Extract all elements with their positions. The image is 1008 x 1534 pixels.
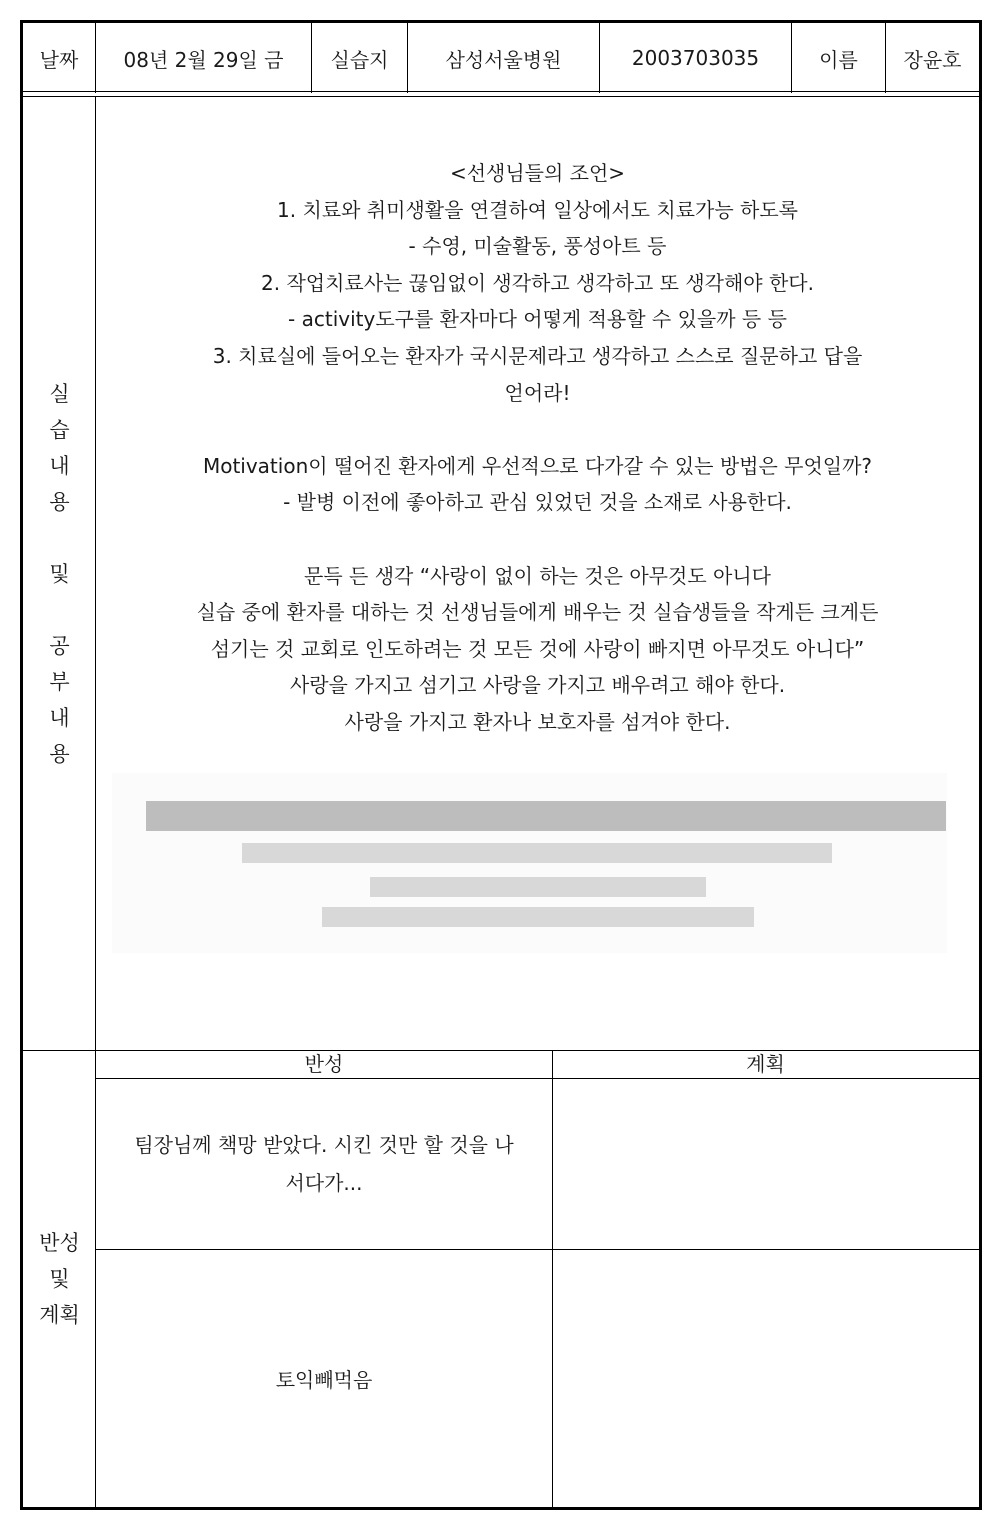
reflection-column-header: 반성 (304, 1052, 344, 1076)
redacted-line (322, 907, 754, 927)
side-gap (23, 520, 96, 556)
column-header-divider (96, 1078, 979, 1079)
notes-line: 얻어라! (504, 380, 571, 405)
practice-journal-form (20, 20, 982, 1510)
reflection-label (23, 1225, 96, 1333)
notes-line: 3. 치료실에 들어오는 환자가 국시문제라고 생각하고 스스로 질문하고 답을 (212, 343, 863, 368)
site-label: 실습지 (312, 23, 408, 93)
study-content-label (23, 376, 96, 772)
date-label: 날짜 (23, 23, 96, 93)
side-char: 용 (49, 742, 70, 766)
redacted-line (242, 843, 832, 863)
reflection-entry-2: 토익빼먹음 (275, 1368, 373, 1392)
name-value: 장윤호 (903, 47, 962, 72)
notes-line: - 발병 이전에 좋아하고 관심 있었던 것을 소재로 사용한다. (283, 490, 792, 515)
side-char: 부 (49, 670, 70, 694)
study-content-sidebar (23, 97, 96, 1050)
redacted-line (370, 877, 706, 897)
notes-line: Motivation이 떨어진 환자에게 우선적으로 다가갈 수 있는 방법은 무엇일까? (202, 453, 873, 478)
notes-line: 사랑을 가지고 섬기고 사랑을 가지고 배우려고 해야 한다. (289, 673, 786, 698)
notes-blank-line (96, 411, 979, 448)
notes-line: - activity도구를 환자마다 어떻게 적용할 수 있을까 등 등 (288, 307, 787, 332)
date-value: 08년 2월 29일 금 (96, 23, 312, 93)
notes-line: 실습 중에 환자를 대하는 것 선생님들에게 배우는 것 실습생들을 작게든 크게든 (196, 600, 879, 625)
side-char: 실 (49, 382, 70, 406)
notes-heading: <선생님들의 조언> (449, 161, 626, 185)
side-char: 내 (49, 454, 70, 478)
side-char: 및 (49, 562, 70, 586)
notes-blank-line (96, 521, 979, 558)
reflection-entry-1: 팀장님께 책망 받았다. 시킨 것만 할 것을 나서다가... (134, 1133, 514, 1195)
redacted-text-block (112, 773, 947, 953)
column-divider (552, 1050, 553, 1507)
header-row (23, 23, 979, 93)
side-char: 공 (49, 634, 70, 658)
notes-line: 문득 든 생각 “사랑이 없이 하는 것은 아무것도 아니다 (304, 563, 771, 588)
site-value: 삼성서울병원 (408, 23, 600, 93)
side-gap (23, 592, 96, 628)
row-divider (96, 1249, 979, 1250)
notes-line: 2. 작업치료사는 끊임없이 생각하고 생각하고 또 생각해야 한다. (261, 270, 814, 295)
student-id: 2003703035 (600, 23, 792, 93)
name-label: 이름 (792, 23, 886, 93)
notes-line: 사랑을 가지고 환자나 보호자를 섬겨야 한다. (344, 709, 731, 734)
side-char: 용 (49, 490, 70, 514)
notes-line: 섬기는 것 교회로 인도하려는 것 모든 것에 사랑이 빠지면 아무것도 아니다” (210, 636, 865, 661)
plan-column-header: 계획 (746, 1052, 785, 1076)
redacted-line (146, 801, 946, 831)
notes-line: - 수영, 미술활동, 풍성아트 등 (408, 234, 667, 259)
side-label-line: 반성 (39, 1231, 80, 1255)
study-notes (96, 155, 979, 741)
study-content-body (96, 97, 979, 1050)
side-char: 내 (49, 706, 70, 730)
notes-line: 1. 치료와 취미생활을 연결하여 일상에서도 치료가능 하도록 (277, 197, 798, 222)
reflection-sidebar (23, 1050, 96, 1507)
side-label-line: 및 (49, 1267, 70, 1291)
side-label-line: 계획 (39, 1303, 80, 1327)
side-char: 습 (49, 418, 70, 442)
